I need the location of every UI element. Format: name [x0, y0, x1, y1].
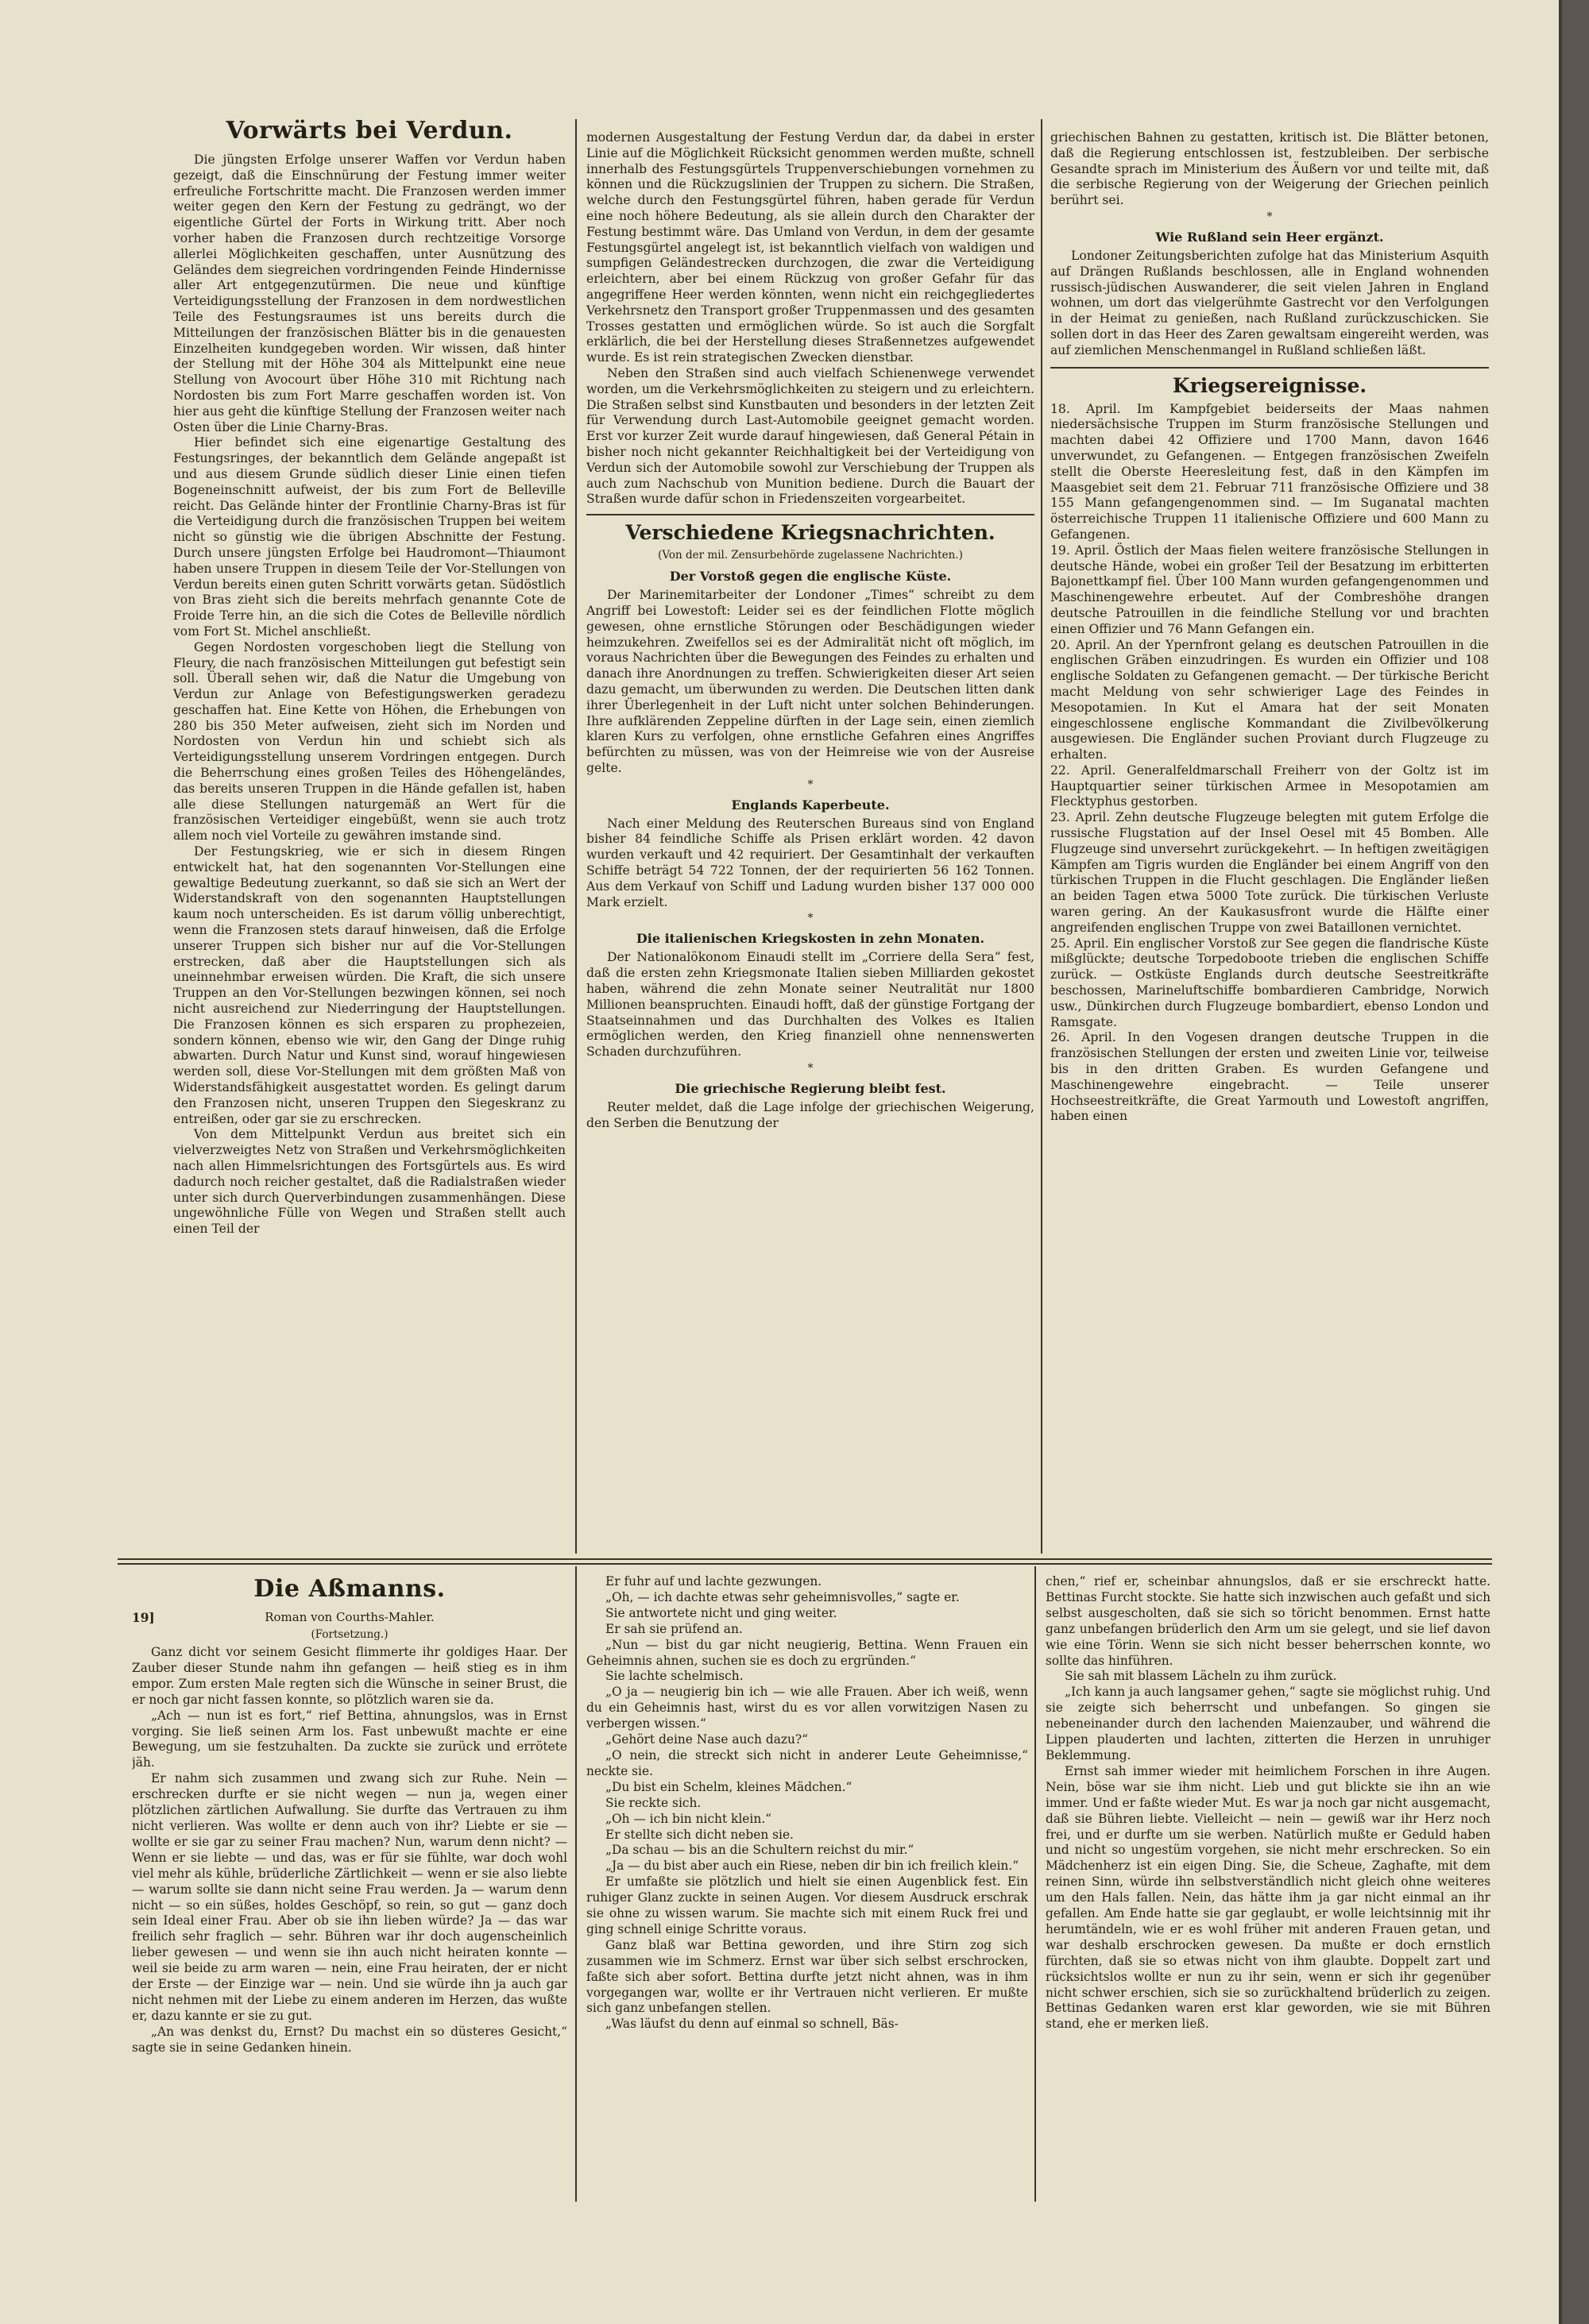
separator-star: * [807, 912, 814, 925]
event-text: In den Vogesen drangen deutsche Truppen in die französischen Stellungen der ersten und zweiten Linie vor, teilweise bis in den dritten Graben. Es wurden Gefangene und Maschinengewehre eingebracht. — Teile unserer Hochseestreitkräfte, die Great Yarmouth und Lowestoft angriffen, haben einen [1050, 1030, 1489, 1124]
article-paragraph: modernen Ausgestaltung der Festung Verdun dar, da dabei in erster Linie auf die Möglichkeit Rücksicht genommen werden mußte, schnell innerhalb des Festungsgürtels Truppenverschiebungen vornehmen zu können und die Rückzugslinien der Truppen zu sichern. Die Straßen, welche durch den Festungsgürtel führen, haben gerade für Verdun eine noch höhere Bedeutung, als sie allein durch den Charakter der Festung bestimmt wäre. Das Umland von Verdun, in dem der gesamte Festungsgürtel angelegt ist, ist bekanntlich vielfach von waldigen und sumpfigen Geländestrecken durchzogen, die zwar die Verteidigung erleichtern, aber bei einem Rückzug von großer Gefahr für das angegriffene Heer werden könnten, wenn nicht ein reichgegliedertes Verkehrsnetz den Transport großer Truppenmassen und des gesamten Trosses gestatten und ermöglichen würde. So ist auch die Sorgfalt erklärlich, die bei der Herstellung dieses Straßennetzes aufgewendet wurde. Es ist rein strategischen Zwecken dienstbar. [586, 130, 1034, 365]
novel-byline: Roman von Courths-Mahler. [265, 1610, 435, 1624]
novel-paragraph: „Da schau — bis an die Schultern reichst du mir.“ [605, 1843, 914, 1858]
novel-paragraph: Ganz blaß war Bettina geworden, und ihre Stirn zog sich zusammen wie im Schmerz. Ernst war über sich selbst erschrocken, faßte sich aber sofort. Bettina durfte jetzt nicht ahnen, was in ihm vorgegangen war, wollte er ihr Vertrauen nicht verlieren. Er mußte sich ganz unbefangen stellen. [586, 1937, 1028, 2016]
article-paragraph: Die jüngsten Erfolge unserer Waffen vor Verdun haben gezeigt, daß die Einschnürung der Festung immer weiter erfreuliche Fortschritte macht. Die Franzosen werden immer weiter gegen den Kern der Festung zu gedrängt, wo der eigentliche Gürtel der Forts in Wirkung tritt. Aber noch vorher haben die Franzosen durch rechtzeitige Vorsorge allerlei Möglichkeiten geschaffen, unter Ausnützung des Geländes dem siegreichen vordringenden Feinde Hindernisse aller Art entgegenzutürmen. Die neue und künftige Verteidigungsstellung der Franzosen in dem nordwestlichen Teile des Festungsraumes ist uns bereits durch die Mitteilungen der französischen Blätter bis in die genauesten Einzelheiten kundgegeben worden. Wir wissen, daß hinter der Stellung mit der Höhe 304 als Mittelpunkt eine neue Stellung von Avocourt über Höhe 310 mit Richtung nach Nordosten bis zum Fort Marre geschaffen worden ist. Von hier aus geht die künftige Stellung der Franzosen weiter nach Osten über die Linie Charny-Bras. [173, 152, 566, 434]
feuilleton-rule [118, 1563, 1492, 1565]
event-entry [1050, 936, 1489, 1031]
novel-paragraph: „Was läufst du denn auf einmal so schnell, Bäs- [605, 2017, 899, 2032]
event-text: Östlich der Maas fielen weitere französische Stellungen in deutsche Hände, wobei ein großer Teil der Besatzung im erbitterten Bajonettkampf fiel. Über 100 Mann wurden gefangengenommen und Maschinengewehre erbeutet. Auf der Combreshöhe drangen deutsche Patrouillen in die feindliche Stellung vor und brachten einen Offizier und 76 Mann Gefangen ein. [1050, 542, 1489, 636]
separator-star: * [807, 778, 814, 791]
novel-paragraph: „Gehört deine Nase auch dazu?“ [605, 1732, 809, 1747]
column-divider [1034, 1566, 1036, 2202]
section-rule [1050, 367, 1489, 369]
novel-paragraph: „Ach — nun ist es fort,“ rief Bettina, ahnungslos, was in Ernst vorging. Sie ließ seinen Arm los. Fast unbewußt machte er eine Bewegung, um sie festzuhalten. Da zuckte sie zurück und errötete jäh. [132, 1708, 567, 1770]
article-paragraph: Von dem Mittelpunkt Verdun aus breitet sich ein vielverzweigtes Netz von Straßen und Verkehrsmöglichkeiten nach allen Himmelsrichtungen des Fortsgürtels aus. Es wird dadurch noch reicher gestaltet, daß die Radialstraßen wieder unter sich durch Querverbindungen zusammenhängen. Diese ungewöhnliche Fülle von Wegen und Straßen stellt auch einen Teil der [173, 1127, 566, 1237]
event-entry [1050, 810, 1489, 936]
article-paragraph: griechischen Bahnen zu gestatten, kritisch ist. Die Blätter betonen, daß die Regierung entschlossen ist, festzubleiben. Der serbische Gesandte sprach im Ministerium des Äußern vor und teilte mit, daß die serbische Regierung von der Weigerung der Griechen peinlich berührt sei. [1050, 130, 1489, 208]
novel-paragraph: Er umfaßte sie plötzlich und hielt sie einen Augenblick fest. Ein ruhiger Glanz zuckte in seinen Augen. Vor diesem Ausdruck erschrak sie ohne zu wissen warum. Sie machte sich mit einem Ruck frei und ging schnell einige Schritte voraus. [586, 1874, 1028, 1936]
event-text: Im Kampfgebiet beiderseits der Maas nahmen niedersächsische Truppen im Sturm französische Stellungen und machten dabei 42 Offiziere und 1700 Mann, davon 1646 unverwundet, zu Gefangenen. — Entgegen französischen Zweifeln stellt die Oberste Heeresleitung fest, daß in den Kämpfen im Maasgebiet seit dem 21. Februar 711 französische Offiziere und 38 155 Mann gefangengenommen sind. — Im Suganatal machten österreichische Truppen 11 italienische Offiziere und 600 Mann zu Gefangenen. [1050, 401, 1489, 542]
novel-paragraph: „O ja — neugierig bin ich — wie alle Frauen. Aber ich weiß, wenn du ein Geheimnis hast, wirst du es vor allen vorwitzigen Nasen zu verbergen wissen.“ [586, 1685, 1028, 1731]
event-entry [1050, 543, 1489, 638]
article-paragraph: Gegen Nordosten vorgeschoben liegt die Stellung von Fleury, die nach französischen Mitteilungen gut befestigt sein soll. Überall sehen wir, daß die Natur die Umgebung von Verdun zur Anlage von Befestigungswerken geradezu geschaffen hat. Eine Kette von Höhen, die Erhebungen von 280 bis 350 Meter aufweisen, zieht sich im Norden und Nordosten von Verdun hin und schiebt sich als Verteidigungsstellung unserem Vordringen entgegen. Durch die Beherrschung eines großen Teiles des Höhengeländes, das bereits unseren Truppen in die Hände gefallen ist, haben alle diese Stellungen naturgemäß an Wert für die französischen Verteidiger eingebüßt, wenn sie auch trotz allem noch viel Vorteile zu gewähren imstande sind. [173, 639, 566, 844]
section-subtitle: (Von der mil. Zensurbehörde zugelassene Nachrichten.) [658, 549, 963, 562]
novel-byline-row [132, 1611, 567, 1628]
feuilleton-rule [118, 1558, 1492, 1560]
article-title: Wie Rußland sein Heer ergänzt. [1155, 229, 1384, 245]
event-text: An der Ypernfront gelang es deutschen Patrouillen in die englischen Gräben einzudringen. Es wurden ein Offizier und 108 englische Soldaten zu Gefangenen gemacht. — Der türkische Bericht macht Meldung von sehr schwieriger Lage des Feindes in Mesopotamien. In Kut el Amara hat der seit Monaten eingeschlossene englische Kommandant die Zivilbevölkerung ausgewiesen. Die Engländer suchen Proviant durch Flugzeuge zu erhalten. [1050, 637, 1489, 762]
novel-column-2 [586, 1574, 1028, 2208]
article-title: Die italienischen Kriegskosten in zehn Monaten. [636, 931, 985, 947]
novel-paragraph: Er stellte sich dicht neben sie. [605, 1827, 794, 1842]
novel-paragraph: Sie lachte schelmisch. [605, 1669, 744, 1684]
event-text: Zehn deutsche Flugzeuge belegten mit gutem Erfolge die russische Flugstation auf der Insel Oesel mit 45 Bomben. Alle Flugzeuge sind unversehrt zurückgekehrt. — In heftigen zweitägigen Kämpfen am Tigris wurden die Engländer bei einem Angriff von den türkischen Truppen in die Flucht geschlagen. Die Engländer ließen an beiden Tagen etwa 5000 Tote zurück. Die türkischen Verluste waren gering. An der Kaukasusfront wurde die Hälfte einer angreifenden englischen Truppe von zwei Bataillonen vernichtet. [1050, 810, 1489, 935]
headline-verdun: Vorwärts bei Verdun. [226, 117, 513, 145]
novel-column-3 [1046, 1574, 1490, 2208]
event-date: 18. April. [1050, 401, 1121, 416]
novel-paragraph: „Du bist ein Schelm, kleines Mädchen.“ [605, 1779, 852, 1794]
separator-star: * [807, 1062, 814, 1075]
event-date: 20. April. [1050, 637, 1111, 652]
section-headline-kriegsereignisse: Kriegsereignisse. [1172, 373, 1367, 397]
article-title: Die griechische Regierung bleibt fest. [675, 1081, 946, 1097]
event-text: Ein englischer Vorstoß zur See gegen die flandrische Küste mißglückte; deutsche Torpedoboote trieben die englischen Schiffe zurück. — Ostküste Englands durch deutsche Seestreitkräfte beschossen, Marineluftschiffe bombardieren Cambridge, Norwich usw., Dünkirchen durch Flugzeuge bombardiert, ebenso London und Ramsgate. [1050, 936, 1489, 1029]
event-text: Generalfeldmarschall Freiherr von der Goltz ist im Hauptquartier seiner türkischen Armee in Mesopotamien am Flecktyphus gestorben. [1050, 762, 1489, 809]
column-2 [586, 130, 1034, 1554]
event-list [1050, 402, 1489, 1125]
column-divider [575, 119, 577, 1554]
column-3 [1050, 130, 1489, 1554]
article-paragraph: Der Marinemitarbeiter der Londoner „Times“ schreibt zu dem Angriff bei Lowestoft: Leider sei es der feindlichen Flotte möglich gewesen, ohne ernstliche Störungen oder Beschädigungen wieder heimzukehren. Zweifellos sei es der Admiralität nicht oft möglich, im voraus Nachrichten über die Bewegungen des Feindes zu erhalten und danach ihre Anordnungen zu treffen. Schwierigkeiten dieser Art seien dazu gemacht, um überwunden zu werden. Die Deutschen litten dank ihrer Überlegenheit in der Luft nicht unter solchen Behinderungen. Ihre aufklärenden Zeppeline dürften in der Lage sein, einen ziemlich klaren Kurs zu verfolgen, ohne ernstliche Gefahren eines Angriffes befürchten zu müssen, was von der Heimreise wie von der Ausreise gelte. [586, 588, 1034, 775]
event-entry [1050, 1030, 1489, 1125]
novel-paragraph: Ernst sah immer wieder mit heimlichem Forschen in ihre Augen. Nein, böse war sie ihm nicht. Lieb und gut blickte sie ihn an wie immer. Und er faßte wieder Mut. Es war ja noch gar nicht ausgemacht, daß sie Bühren liebte. Vielleicht — nein — gewiß war ihr Herz noch frei, und er durfte um sie werben. Natürlich mußte er Geduld haben und nicht so ungestüm vorgehen, sie nicht mehr erschrecken. So ein Mädchenherz ist ein eigen Ding. Sie, die Scheue, Zaghafte, mit dem reinen Sinn, würde ihn selbstverständlich nicht gleich ohne weiteres um den Hals fallen. Nein, das hätte ihm ja gar nicht einmal an ihr gefallen. Am Ende hatte sie gar geglaubt, er wolle leichtsinnig mit ihr herumtändeln, wie er es wohl früher mit anderen Frauen getan, und war deshalb erschrocken gewesen. Da mußte er doch ernstlich fürchten, daß sie so etwas nicht von ihm glaubte. Doppelt zart und rücksichtslos wollte er nun zu ihr sein, wenn er sich ihr gegenüber nicht schwer erschien, sich sie so zurückhaltend brüderlich zu zeigen. Bettinas Gedanken waren erst klar geworden, wie sie mit Bühren stand, ehe er merken ließ. [1046, 1763, 1490, 2032]
column-1 [173, 113, 566, 1552]
section-rule [586, 514, 1034, 515]
event-date: 19. April. [1050, 542, 1110, 558]
event-date: 26. April. [1050, 1030, 1116, 1045]
article-paragraph: Neben den Straßen sind auch vielfach Schienenwege verwendet worden, um die Verkehrsmöglichkeiten zu steigern und zu erleichtern. Die Straßen selbst sind Kunstbauten und besonders in der letzten Zeit für Verwendung durch Last-Automobile geeignet gemacht worden. Erst vor kurzer Zeit wurde darauf hingewiesen, daß General Pétain in bisher noch nicht gekannter Reichhaltigkeit bei der Verteidigung von Verdun sich der Automobile sowohl zur Verschiebung der Truppen als auch zum Nachschub von Munition bediene. Durch die Bauart der Straßen wurde dafür schon in Friedenszeiten vorgearbeitet. [586, 365, 1034, 507]
article-paragraph: Londoner Zeitungsberichten zufolge hat das Ministerium Asquith auf Drängen Rußlands beschlossen, alle in England wohnenden russisch-jüdischen Auswanderer, die seit vielen Jahren in England wohnen, um dort das vielgerühmte Gastrecht vor den Verfolgungen in der Heimat zu genießen, nach Rußland zurückzuschicken. Sie sollen dort in das Heer des Zaren gewaltsam eingereiht werden, was auf ziemlichen Menschenmangel in Rußland schließen läßt. [1050, 248, 1489, 357]
novel-paragraph: „O nein, die streckt sich nicht in anderer Leute Geheimnisse,“ neckte sie. [586, 1747, 1028, 1778]
novel-paragraph: „Oh — ich bin nicht klein.“ [605, 1811, 771, 1826]
event-entry [1050, 402, 1489, 543]
column-divider [575, 1566, 577, 2202]
article-title: Der Vorstoß gegen die englische Küste. [669, 569, 952, 585]
article-paragraph: Der Nationalökonom Einaudi stellt im „Corriere della Sera“ fest, daß die ersten zehn Kriegsmonate Italien sieben Milliarden gekostet haben, während die zehn Monate seiner Neutralität nur 1800 Millionen beanspruchten. Einaudi hofft, daß der günstige Fortgang der Staatseinnahmen und das Durchhalten des Volkes es Italien ermöglichen werden, den Krieg finanziell ohne nennenswerten Schaden durchzuführen. [586, 950, 1034, 1060]
novel-paragraph: „Oh, — ich dachte etwas sehr geheimnisvolles,“ sagte er. [605, 1589, 960, 1604]
novel-paragraph: Er fuhr auf und lachte gezwungen. [605, 1574, 822, 1589]
novel-paragraph: Ganz dicht vor seinem Gesicht flimmerte ihr goldiges Haar. Der Zauber dieser Stunde nahm ihn gefangen — heiß stieg es in ihm empor. Zum ersten Male regten sich die Wünsche in seiner Brust, die er noch gar nicht fassen konnte, so plötzlich waren sie da. [132, 1645, 567, 1707]
novel-paragraph: Er sah sie prüfend an. [605, 1621, 743, 1636]
article-paragraph: Der Festungskrieg, wie er sich in diesem Ringen entwickelt hat, hat den sogenannten Vor-Stellungen eine gewaltige Bedeutung zuerkannt, so daß sie sich an Wert der Widerstandskraft von den sogenannten Hauptstellungen kaum noch unterscheiden. Es ist darum völlig unberechtigt, wenn die Franzosen stets darauf hinweisen, daß die Erfolge unserer Truppen sich bisher nur auf die Vor-Stellungen erstrecken, daß aber die Hauptstellungen sich als uneinnehmbar erweisen würden. Die Kraft, die sich unsere Truppen an den Vor-Stellungen bezwingen können, sei noch nicht ausreichend zur Niederringung der Hauptstellungen. Die Franzosen können es sich ersparen zu prophezeien, sondern können, ebenso wie wir, den Gang der Dinge ruhig abwarten. Durch Natur und Kunst sind, worauf hingewiesen werden soll, diese Vor-Stellungen mit dem größten Maß von Widerstandsfähigkeit ausgestattet worden. Es gelingt darum den Franzosen nicht, unseren Truppen den Siegeskranz zu entreißen, oder gar sie zu erschrecken. [173, 844, 566, 1126]
novel-column-1 [132, 1574, 567, 2208]
novel-paragraph: „Nun — bist du gar nicht neugierig, Bettina. Wenn Frauen ein Geheimnis ahnen, suchen sie es doch zu ergründen.“ [586, 1637, 1028, 1668]
article-title: Englands Kaperbeute. [731, 797, 890, 813]
section-headline: Verschiedene Kriegsnachrichten. [625, 521, 996, 545]
event-entry [1050, 763, 1489, 810]
article-paragraph: Reuter meldet, daß die Lage infolge der griechischen Weigerung, den Serben die Benutzung der [586, 1100, 1034, 1130]
novel-paragraph: Sie sah mit blassem Lächeln zu ihm zurück. [1065, 1669, 1337, 1684]
event-date: 22. April. [1050, 762, 1116, 778]
novel-paragraph: Sie reckte sich. [605, 1795, 702, 1810]
binding-edge [1559, 0, 1589, 2324]
novel-title: Die Aßmanns. [253, 1575, 446, 1603]
novel-paragraph: „Ich kann ja auch langsamer gehen,“ sagte sie möglichst ruhig. Und sie zeigte sich beherrscht und unbefangen. So gingen sie nebeneinander durch den lachenden Maienzauber, und während die Lippen plauderten und lachten, zitterten die Herzen in unruhiger Beklemmung. [1046, 1685, 1490, 1762]
instalment-number: 19] [132, 1611, 155, 1625]
novel-paragraph: „An was denkst du, Ernst? Du machst ein so düsteres Gesicht,“ sagte sie in seine Gedanken hinein. [132, 2024, 567, 2055]
article-paragraph: Nach einer Meldung des Reuterschen Bureaus sind von England bisher 84 feindliche Schiffe als Prisen erklärt worden. 42 davon wurden verkauft und 42 requiriert. Der Gesamtinhalt der verkauften Schiffe beträgt 54 722 Tonnen, der der requirierten 56 162 Tonnen. Aus dem Verkauf von Schiff und Ladung wurden bisher 137 000 000 Mark erzielt. [586, 816, 1034, 909]
event-date: 25. April. [1050, 936, 1109, 951]
separator-star: * [1266, 210, 1273, 223]
event-entry [1050, 638, 1489, 763]
event-date: 23. April. [1050, 810, 1111, 825]
novel-paragraph: chen,“ rief er, scheinbar ahnungslos, daß er sie erschreckt hatte. Bettinas Furcht stockte. Sie hatte sich inzwischen auch gefaßt und sich selbst ausgescholten, daß sie sich so töricht benommen. Ernst hatte ganz unbefangen brüderlich den Arm um sie gelegt, und sie lief davon wie eine Törin. Wenn sie sich nicht besser beherrschen konnte, wo sollte das hinführen. [1046, 1574, 1490, 1668]
novel-paragraph: „Ja — du bist aber auch ein Riese, neben dir bin ich freilich klein.“ [605, 1859, 1019, 1874]
novel-paragraph: Er nahm sich zusammen und zwang sich zur Ruhe. Nein — erschrecken durfte er sie nicht wegen — nun ja, wegen einer plötzlichen zärtlichen Aufwallung. Sie durfte das Vertrauen zu ihm nicht verlieren. Was wollte er denn auch von ihr? Liebte er sie — wollte er sie gar zu seiner Frau machen? Nun, warum denn nicht? — Wenn er sie liebte — und das, was er für sie fühlte, war doch wohl viel mehr als kühle, brüderliche Zärtlichkeit — wenn er sie also liebte — warum sollte sie dann nicht seine Frau werden. Ja — warum denn nicht — so ein süßes, holdes Geschöpf, so rein, so gut — ganz doch sein Ideal einer Frau. Aber ob sie ihn lieben würde? Ja — das war freilich sehr fraglich — sehr. Bühren war ihr doch augenscheinlich lieber gewesen — und wenn sie ihn auch nicht heiraten konnte — weil sie beide zu arm waren — nein, eine Frau heiraten, der er nicht der Erste — der Einzige war — nein. Und sie würde ihn ja auch gar nicht nehmen mit der Liebe zu einem anderen im Herzen, das wußte er, dazu kannte er sie zu gut. [132, 1771, 567, 2023]
novel-paragraph: Sie antwortete nicht und ging weiter. [605, 1605, 837, 1620]
continuation-note: (Fortsetzung.) [311, 1628, 389, 1641]
column-divider [1041, 119, 1042, 1554]
article-paragraph: Hier befindet sich eine eigenartige Gestaltung des Festungsringes, der bekanntlich dem Gelände angepaßt ist und aus diesem Grunde südlich dieser Linie einen tiefen Bogeneinschnitt aufweist, der bis zum Fort de Belleville reicht. Das Gelände hinter der Frontlinie Charny-Bras ist für die Verteidigung durch die französischen Truppen bei weitem nicht so günstig wie die übrigen Abschnitte der Festung. Durch unsere jüngsten Erfolge bei Haudromont—Thiaumont haben unsere Truppen in diesem Teile der Vor-Stellungen von Verdun bereits einen guten Schritt vorwärts getan. Südöstlich von Bras zieht sich die bereits mehrfach genannte Cote de Froide Terre hin, an die sich die Cotes de Belleville nördlich vom Fort St. Michel anschließt. [173, 435, 566, 639]
